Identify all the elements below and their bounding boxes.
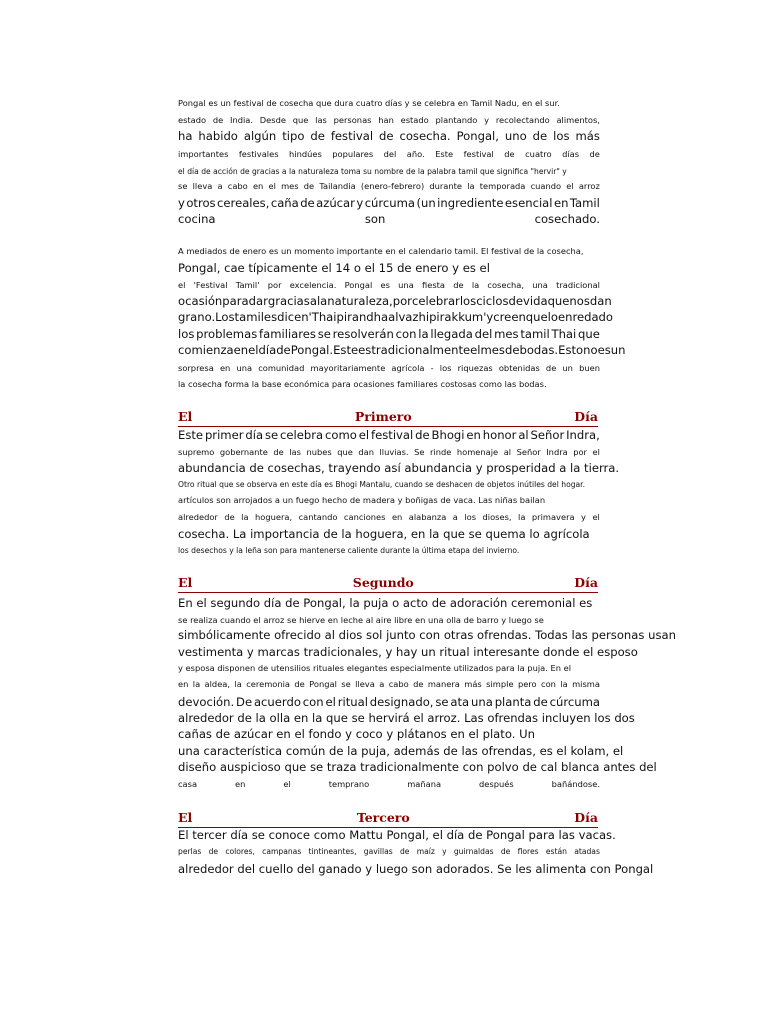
paragraph-line: cañas de azúcar en el fondo y coco y plátanos en el plato. Un — [178, 727, 535, 741]
paragraph-line: A mediados de enero es un momento importante en el calendario tamil. El festival de la cosecha, — [178, 246, 584, 256]
paragraph-line: alrededor del cuello del ganado y luego son adorados. Se les alimenta con Pongal — [178, 862, 654, 876]
paragraph-line: los desechos y la leña son para mantenerse caliente durante la última etapa del invierno. — [178, 546, 520, 555]
paragraph-line: y esposa disponen de utensilios rituales elegantes especialmente utilizados para la puja. En el — [178, 663, 572, 673]
paragraph-line: comienza en el día de Pongal. Este es tradicionalmente el mes de bodas. Esto no es un — [178, 343, 626, 357]
paragraph-line: devoción. De acuerdo con el ritual designado, se ata una planta de cúrcuma — [178, 695, 600, 709]
paragraph-line: importantes festivales hindúes populares del año. Este festival de cuatro días de — [178, 149, 600, 159]
heading-word: El — [178, 575, 193, 590]
paragraph-line: perlas de colores, campanas tintineantes, gavillas de maíz y guirnaldas de flores están atadas — [178, 847, 600, 856]
paragraph-line: el día de acción de gracias a la naturaleza toma su nombre de la palabra tamil que significa "hervir" y — [178, 167, 567, 176]
paragraph-line: sorpresa en una comunidad mayoritariamente agrícola - los riquezas obtenidas de un buen — [178, 363, 600, 373]
paragraph-line: grano. Los tamiles dicen 'Thai pirandhaal vazhi pirakkum' y creen que lo enredado — [178, 310, 614, 324]
paragraph-line: supremo gobernante de las nubes que dan lluvias. Se rinde homenaje al Señor Indra por el — [178, 447, 600, 457]
heading-word: Día — [574, 810, 598, 825]
paragraph-line: alrededor de la hoguera, cantando canciones en alabanza a los dioses, la primavera y el — [178, 512, 600, 522]
heading-word: El — [178, 409, 193, 424]
heading-word: El — [178, 810, 193, 825]
paragraph-line: la cosecha forma la base económica para ocasiones familiares costosas como las bodas. — [178, 379, 547, 389]
paragraph-line: abundancia de cosechas, trayendo así abundancia y prosperidad a la tierra. — [178, 461, 620, 475]
heading-word: Tercero — [356, 810, 410, 825]
heading-word: Segundo — [352, 575, 414, 590]
paragraph-line: vestimenta y marcas tradicionales, y hay un ritual interesante donde el esposo — [178, 645, 638, 659]
paragraph-line: artículos son arrojados a un fuego hecho de madera y boñigas de vaca. Las niñas bailan — [178, 495, 546, 505]
paragraph-line: se lleva a cabo en el mes de Tailandia (enero-febrero) durante la temporada cuando el arroz — [178, 181, 600, 191]
paragraph-line: ha habido algún tipo de festival de cosecha. Pongal, uno de los más — [178, 129, 600, 143]
heading-word: Día — [574, 575, 598, 590]
paragraph-line: se realiza cuando el arroz se hierve en leche al aire libre en una olla de barro y luego se — [178, 615, 544, 625]
paragraph-line: una característica común de la puja, además de las ofrendas, es el kolam, el — [178, 744, 624, 758]
section-heading — [178, 408, 598, 427]
paragraph-line: Pongal es un festival de cosecha que dura cuatro días y se celebra en Tamil Nadu, en el sur. — [178, 98, 560, 108]
paragraph-line: cosecha. La importancia de la hoguera, en la que se quema lo agrícola — [178, 527, 590, 541]
paragraph-line: en la aldea, la ceremonia de Pongal se lleva a cabo de manera más simple pero con la misma — [178, 679, 600, 689]
paragraph-line: simbólicamente ofrecido al dios sol junto con otras ofrendas. Todas las personas usan — [178, 628, 676, 642]
paragraph-line: casa en el temprano mañana después bañándose. — [178, 779, 600, 789]
paragraph-line: Este primer día se celebra como el festival de Bhogi en honor al Señor Indra, — [178, 428, 600, 442]
paragraph-line: el 'Festival Tamil' por excelencia. Pongal es una fiesta de la cosecha, una tradicional — [178, 280, 600, 290]
paragraph-line: estado de India. Desde que las personas han estado plantando y recolectando alimentos, — [178, 115, 600, 125]
section-heading — [178, 809, 598, 828]
section-heading — [178, 574, 598, 593]
paragraph-line: ocasión para dar gracias a la naturaleza, por celebrar los ciclos de vida que nos dan — [178, 294, 612, 308]
paragraph-line: y otros cereales, caña de azúcar y cúrcuma (un ingrediente esencial en Tamil — [178, 196, 600, 210]
paragraph-line: diseño auspicioso que se traza tradicionalmente con polvo de cal blanca antes del — [178, 760, 657, 774]
heading-word: Día — [574, 409, 598, 424]
heading-word: Primero — [354, 409, 412, 424]
paragraph-line: Otro ritual que se observa en este día es Bhogi Mantalu, cuando se deshacen de objetos inútiles del hogar. — [178, 480, 586, 489]
paragraph-line: cocina son cosechado. — [178, 212, 600, 226]
paragraph-line: los problemas familiares se resolverán con la llegada del mes tamil Thai que — [178, 327, 600, 341]
paragraph-line: En el segundo día de Pongal, la puja o acto de adoración ceremonial es — [178, 596, 593, 610]
paragraph-line: Pongal, cae típicamente el 14 o el 15 de enero y es el — [178, 261, 490, 275]
paragraph-line: El tercer día se conoce como Mattu Pongal, el día de Pongal para las vacas. — [178, 828, 616, 842]
paragraph-line: alrededor de la olla en la que se hervirá el arroz. Las ofrendas incluyen los dos — [178, 711, 635, 725]
